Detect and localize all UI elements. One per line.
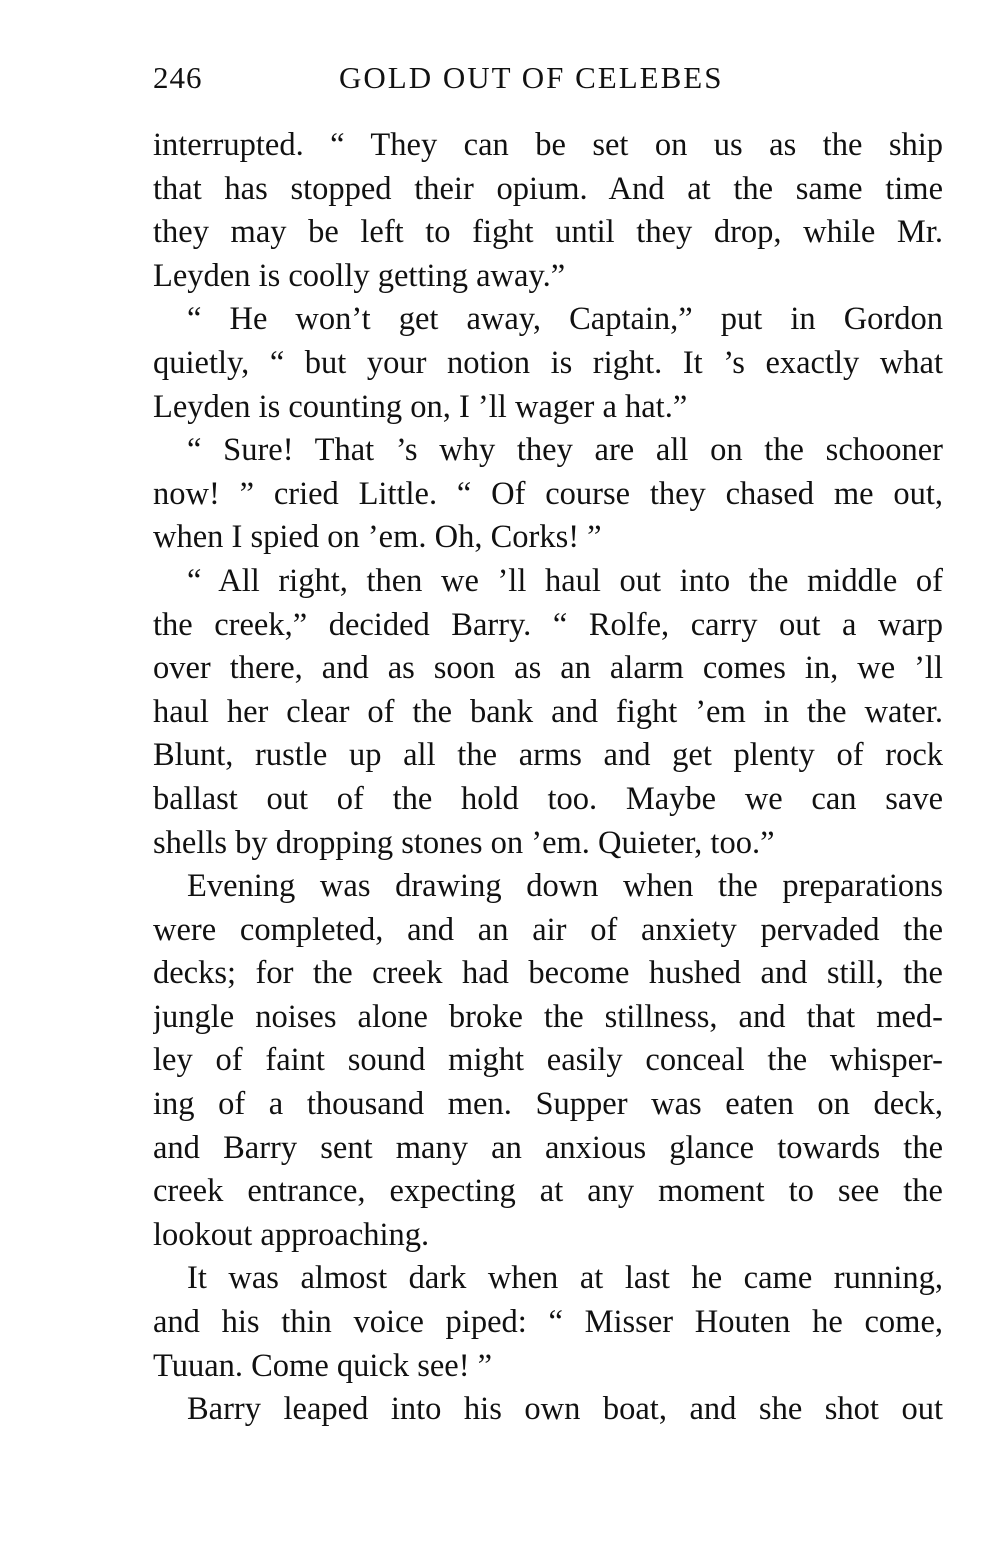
text-line: haul her clear of the bank and fight ’em in the water. bbox=[153, 693, 943, 730]
text-line: that has stopped their opium. And at the same time bbox=[153, 170, 943, 207]
text-line: Leyden is counting on, I ’ll wager a hat.” bbox=[153, 388, 688, 425]
text-line: Blunt, rustle up all the arms and get plenty of rock bbox=[153, 737, 943, 774]
text-line: and Barry sent many an anxious glance towards the bbox=[153, 1129, 943, 1166]
body-text bbox=[153, 124, 943, 1432]
text-line: they may be left to fight until they drop, while Mr. bbox=[153, 214, 943, 251]
text-line: interrupted. “ They can be set on us as the ship bbox=[153, 127, 943, 163]
text-line: and his thin voice piped: “ Misser Houten he come, bbox=[153, 1304, 943, 1341]
text-line: over there, and as soon as an alarm comes in, we ’ll bbox=[153, 650, 943, 687]
text-line: Tuuan. Come quick see! ” bbox=[153, 1347, 493, 1384]
page-number: 246 bbox=[153, 60, 203, 95]
text-line: quietly, “ but your notion is right. It ’s exactly what bbox=[153, 344, 943, 381]
text-line: shells by dropping stones on ’em. Quieter, too.” bbox=[153, 824, 775, 861]
running-title: GOLD OUT OF CELEBES bbox=[339, 60, 724, 95]
text-line: jungle noises alone broke the stillness, and that med- bbox=[153, 998, 943, 1035]
text-line: “ Sure! That ’s why they are all on the schooner bbox=[187, 432, 943, 469]
text-line: the creek,” decided Barry. “ Rolfe, carry out a warp bbox=[153, 606, 943, 643]
text-line: when I spied on ’em. Oh, Corks! ” bbox=[153, 519, 602, 556]
text-line: Leyden is coolly getting away.” bbox=[153, 257, 566, 294]
text-line: “ All right, then we ’ll haul out into the middle of bbox=[187, 562, 943, 599]
text-line: were completed, and an air of anxiety pervaded the bbox=[153, 911, 943, 948]
text-line: ing of a thousand men. Supper was eaten on deck, bbox=[153, 1086, 943, 1123]
text-line: ballast out of the hold too. Maybe we can save bbox=[153, 780, 943, 817]
text-line: Barry leaped into his own boat, and she shot out bbox=[187, 1391, 943, 1428]
text-line: lookout approaching. bbox=[153, 1216, 430, 1253]
text-line: now! ” cried Little. “ Of course they chased me out, bbox=[153, 475, 943, 512]
text-line: “ He won’t get away, Captain,” put in Gordon bbox=[187, 301, 943, 338]
text-line: Evening was drawing down when the preparations bbox=[187, 868, 943, 905]
text-line: decks; for the creek had become hushed and still, the bbox=[153, 955, 943, 992]
text-line: creek entrance, expecting at any moment to see the bbox=[153, 1173, 943, 1210]
page-header bbox=[153, 60, 943, 108]
text-line: It was almost dark when at last he came running, bbox=[187, 1260, 943, 1297]
text-line: ley of faint sound might easily conceal the whisper- bbox=[153, 1042, 943, 1079]
